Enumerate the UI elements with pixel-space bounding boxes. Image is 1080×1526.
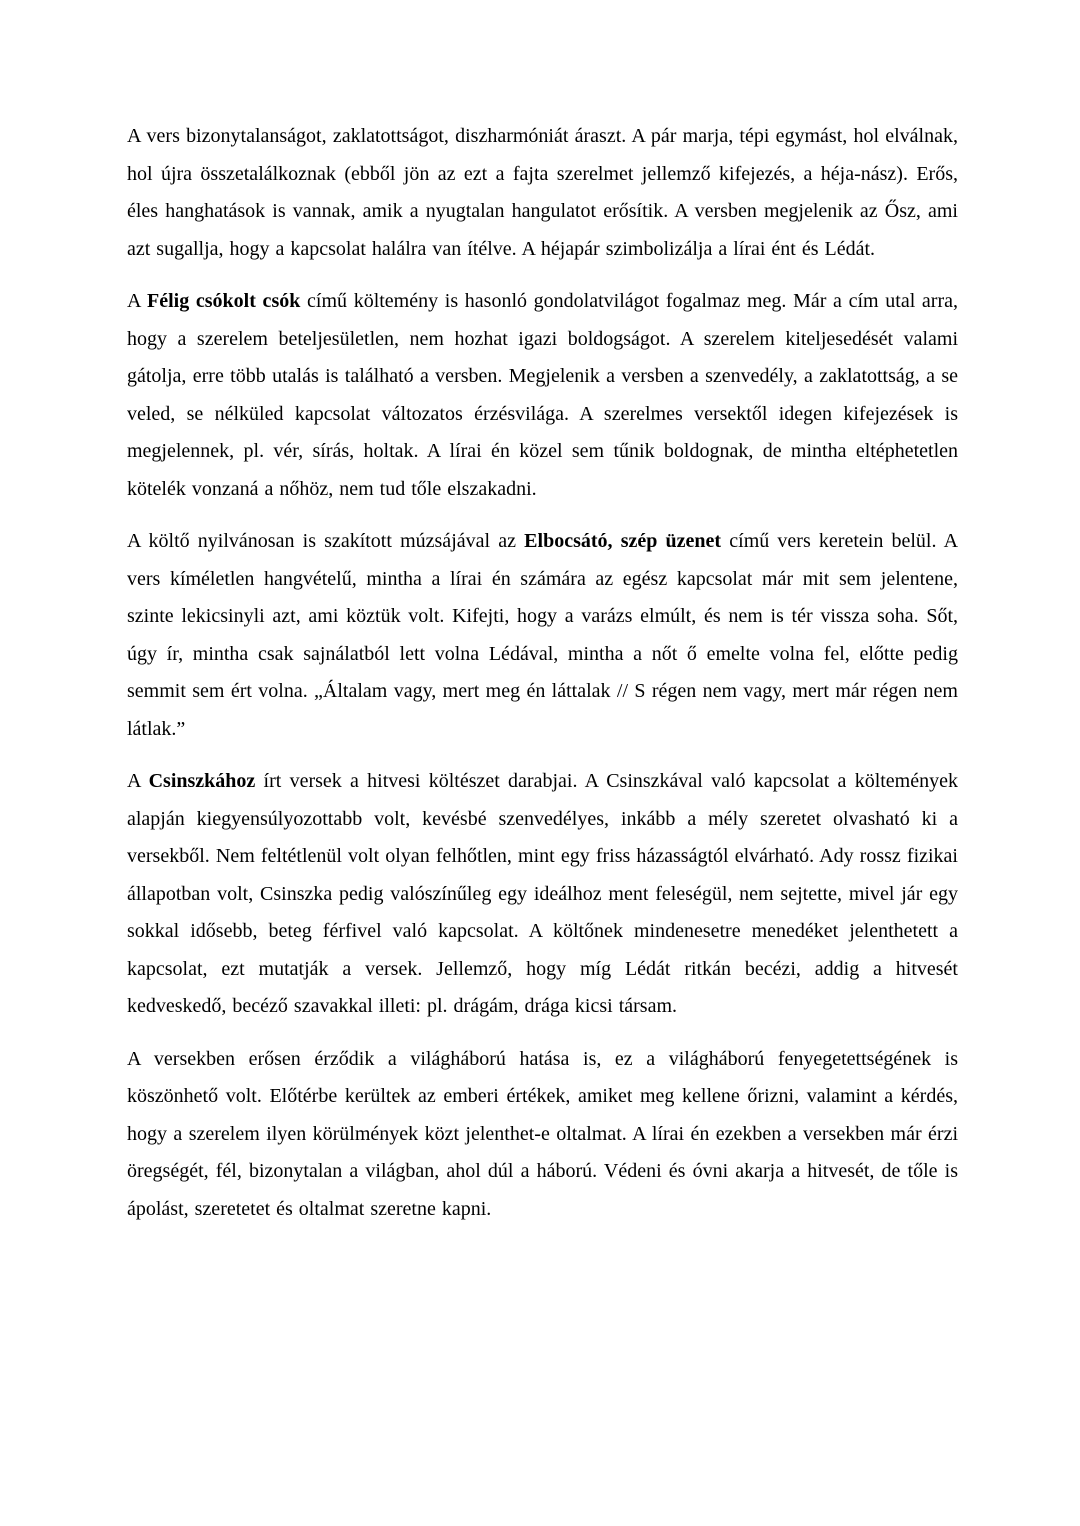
paragraph	[127, 1041, 958, 1229]
document-body	[127, 118, 958, 1228]
text-run: című költemény is hasonló gondolatvilágot fogalmaz meg. Már a cím utal arra, hogy a szerelem beteljesületlen, nem hozhat igazi boldogságot. A szerelem kiteljesedését valami gátolja, erre több utalás is található a versben. Megjelenik a versben a szenvedély, a zaklatottság, a se veled, se nélküled kapcsolat változatos érzésvilága. A szerelmes versektől idegen kifejezések is megjelennek, pl. vér, sírás, holtak. A lírai én közel sem tűnik boldognak, de mintha eltéphetetlen kötelék vonzaná a nőhöz, nem tud tőle elszakadni.	[127, 290, 958, 500]
bold-text-run: Félig csókolt csók	[147, 290, 301, 312]
text-run: A költő nyilvánosan is szakított múzsájával az	[127, 530, 525, 552]
bold-text-run: Elbocsátó, szép üzenet	[524, 530, 722, 552]
paragraph	[127, 118, 958, 268]
text-run: A vers bizonytalanságot, zaklatottságot, diszharmóniát áraszt. A pár marja, tépi egymást, hol elválnak, hol újra összetalálkoznak (ebből jön az ezt a fajta szerelmet jellemző kifejezés, a héja-nász). Erős, éles hanghatások is vannak, amik a nyugtalan hangulatot erősítik. A versben megjelenik az Ősz, ami azt sugallja, hogy a kapcsolat halálra van ítélve. A héjapár szimbolizálja a lírai ént és Lédát.	[127, 125, 958, 260]
text-run: írt versek a hitvesi költészet darabjai. A Csinszkával való kapcsolat a költemények alapján kiegyensúlyozottabb volt, kevésbé szenvedélyes, inkább a mély szeretet olvasható ki a versekből. Nem feltétlenül volt olyan felhőtlen, mint egy friss házasságtól elvárható. Ady rossz fizikai állapotban volt, Csinszka pedig valószínűleg egy ideálhoz ment feleségül, nem sejtette, mivel jár egy sokkal idősebb, beteg férfivel való kapcsolat. A költőnek mindenesetre menedéket jelenthetett a kapcsolat, ezt mutatják a versek. Jellemző, hogy míg Lédát ritkán becézi, addig a hitvesét kedveskedő, becéző szavakkal illeti: pl. drágám, drága kicsi társam.	[127, 770, 958, 1017]
text-run: című vers keretein belül. A vers kíméletlen hangvételű, mintha a lírai én számára az egész kapcsolat már mit sem jelentene, szinte lekicsinyli azt, ami köztük volt. Kifejti, hogy a varázs elmúlt, és nem is tér vissza soha. Sőt, úgy ír, mintha csak sajnálatból lett volna Lédával, mintha a nőt ő emelte volna fel, előtte pedig semmit sem ért volna. „Általam vagy, mert meg én láttalak // S régen nem vagy, mert már régen nem látlak.”	[127, 530, 959, 740]
bold-text-run: Csinszkához	[148, 770, 256, 792]
text-run: A	[127, 770, 149, 792]
text-run: A versekben erősen érződik a világháború hatása is, ez a világháború fenyegetettségének is köszönhető volt. Előtérbe kerültek az emberi értékek, amiket meg kellene őrizni, valamint a kérdés, hogy a szerelem ilyen körülmények közt jelenthet-e oltalmat. A lírai én ezekben a versekben már érzi öregségét, fél, bizonytalan a világban, ahol dúl a háború. Védeni és óvni akarja a hitvesét, de tőle is ápolást, szeretetet és oltalmat szeretne kapni.	[127, 1047, 958, 1220]
text-run: A	[127, 290, 148, 312]
paragraph	[127, 283, 958, 508]
paragraph	[127, 763, 958, 1026]
paragraph	[127, 523, 958, 748]
